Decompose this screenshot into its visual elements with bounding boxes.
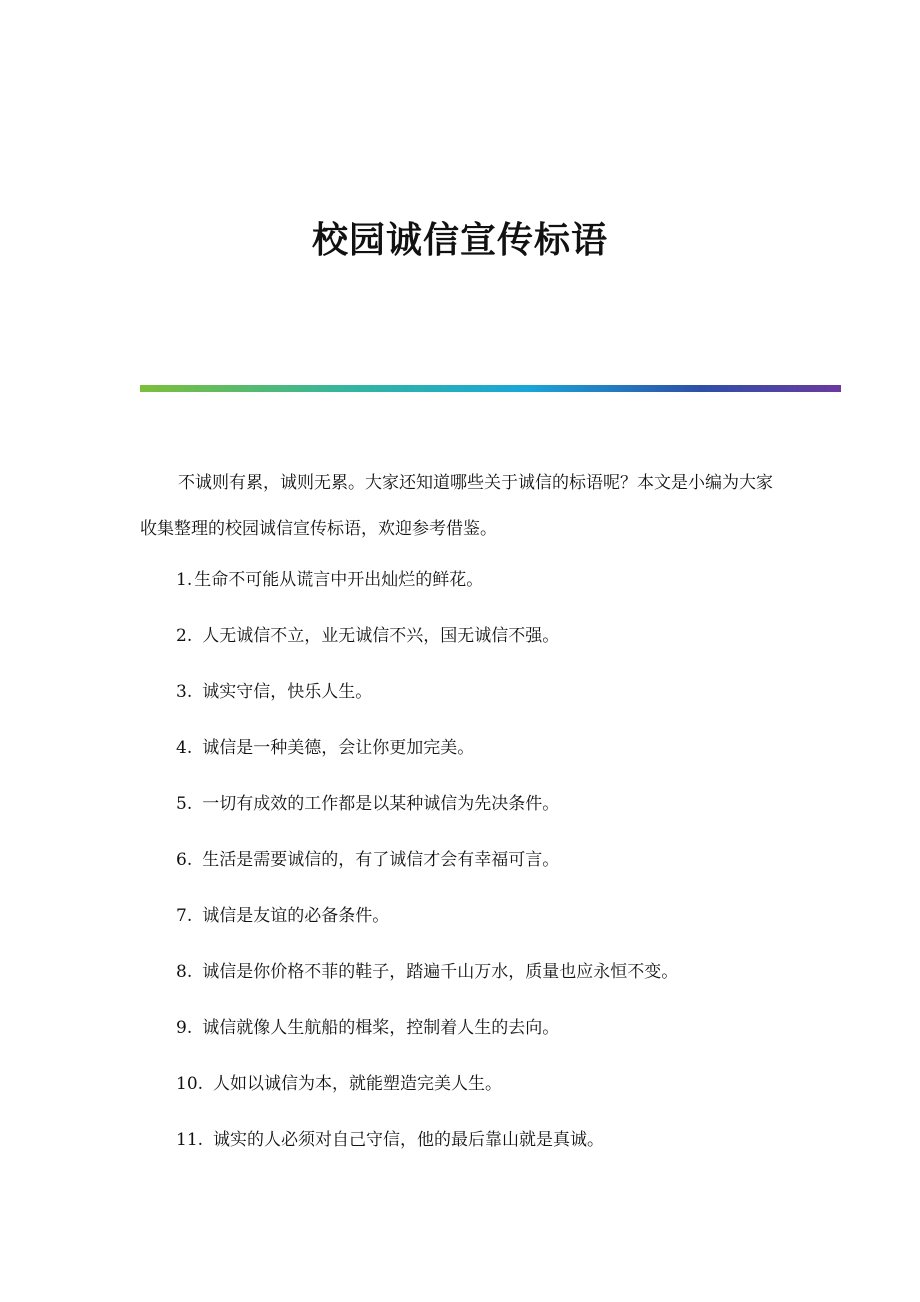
- document-body: [140, 460, 780, 1168]
- item-number: 2.: [176, 626, 193, 646]
- list-item: [140, 664, 780, 720]
- item-text: 诚信是一种美德，会让你更加完美。: [202, 738, 475, 758]
- item-text: 诚信就像人生航船的楫桨，控制着人生的去向。: [202, 1018, 560, 1038]
- list-item: [140, 888, 780, 944]
- item-number: 11.: [176, 1130, 204, 1150]
- list-item: [140, 1000, 780, 1056]
- item-text: 诚信是你价格不菲的鞋子，踏遍千山万水，质量也应永恒不变。: [202, 962, 679, 982]
- list-item: [140, 552, 780, 608]
- gradient-divider: [140, 385, 841, 392]
- list-item: [140, 720, 780, 776]
- item-number: 7.: [176, 906, 193, 926]
- item-number: 8.: [176, 962, 193, 982]
- item-text: 生活是需要诚信的，有了诚信才会有幸福可言。: [202, 850, 560, 870]
- item-text: 诚实守信，快乐人生。: [202, 682, 373, 702]
- item-number: 10.: [176, 1074, 204, 1094]
- intro-paragraph: 不诚则有累，诚则无累。大家还知道哪些关于诚信的标语呢？本文是小编为大家收集整理的校园诚信宣传标语，欢迎参考借鉴。: [140, 473, 773, 539]
- item-text: 一切有成效的工作都是以某种诚信为先决条件。: [202, 794, 560, 814]
- document-title: 校园诚信宣传标语: [311, 219, 608, 261]
- item-text: 诚信是友谊的必备条件。: [202, 906, 390, 926]
- list-item: [140, 1056, 780, 1112]
- item-number: 4.: [176, 738, 193, 758]
- item-number: 3.: [176, 682, 193, 702]
- list-item: [140, 608, 780, 664]
- item-number: 9.: [176, 1018, 193, 1038]
- slogan-list: [140, 552, 780, 1168]
- item-number: 5.: [176, 794, 193, 814]
- list-item: [140, 1112, 780, 1168]
- item-text: 生命不可能从谎言中开出灿烂的鲜花。: [194, 570, 484, 590]
- item-number: 1.: [176, 570, 193, 590]
- list-item: [140, 832, 780, 888]
- item-text: 诚实的人必须对自己守信，他的最后靠山就是真诚。: [213, 1130, 605, 1150]
- item-text: 人无诚信不立，业无诚信不兴，国无诚信不强。: [202, 626, 560, 646]
- list-item: [140, 776, 780, 832]
- item-text: 人如以诚信为本，就能塑造完美人生。: [213, 1074, 503, 1094]
- list-item: [140, 944, 780, 1000]
- item-number: 6.: [176, 850, 193, 870]
